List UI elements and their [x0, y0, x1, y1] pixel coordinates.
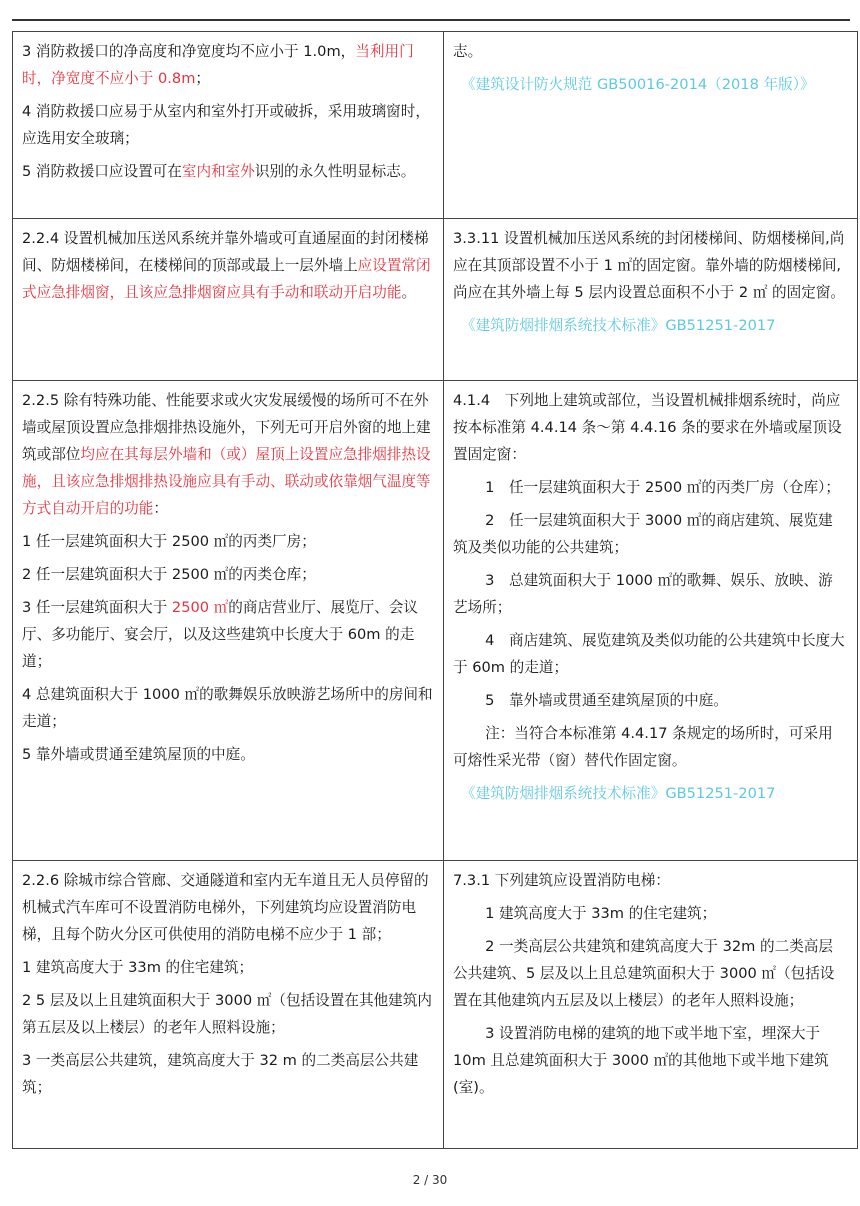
highlighted-text: 应设置常闭式应急排烟窗，且该应急排烟窗应具有手动和联动开启功能: [22, 257, 431, 301]
clause-paragraph: [22, 867, 433, 948]
clause-text: 1 建筑高度大于 33m 的住宅建筑；: [22, 959, 254, 976]
clause-paragraph: [22, 561, 433, 588]
clause-text: 4 商店建筑、展览建筑及类似功能的公共建筑中长度大于 60m 的走道；: [453, 632, 845, 676]
clause-paragraph: [453, 567, 847, 621]
clause-paragraph: [453, 720, 847, 774]
clause-paragraph: [22, 528, 433, 555]
clause-text: 5 靠外墙或贯通至建筑屋顶的中庭。: [485, 692, 728, 709]
comparison-table: [12, 31, 858, 1149]
clause-paragraph: [453, 933, 847, 1014]
citation-text: 《建筑设计防火规范 GB50016-2014（2018 年版）》: [461, 76, 815, 93]
clause-text: 5 消防救援口应设置可在: [22, 163, 182, 180]
new-code-cell: [13, 32, 444, 219]
reference-code-cell: [444, 219, 858, 381]
clause-text: 4.1.4 下列地上建筑或部位，当设置机械排烟系统时，尚应按本标准第 4.4.14 条～第 4.4.16 条的要求在外墙或屋顶设置固定窗：: [453, 392, 842, 463]
clause-text: 2 5 层及以上且建筑面积大于 3000 ㎡（包括设置在其他建筑内第五层及以上楼层）的老年人照料设施；: [22, 992, 432, 1036]
clause-paragraph: [453, 687, 847, 714]
clause-text: 2.2.5 除有特殊功能、性能要求或火灾发展缓慢的场所可不在外墙或屋顶设置应急排烟排热设施外，下列无可开启外窗的地上建筑或部位: [22, 392, 431, 463]
clause-paragraph: [22, 594, 433, 675]
highlighted-text: 室内和室外: [181, 163, 255, 180]
clause-text: 识别的永久性明显标志。: [254, 163, 416, 180]
clause-paragraph: [453, 900, 847, 927]
clause-text: 3 任一层建筑面积大于: [22, 599, 172, 616]
clause-text: 5 靠外墙或贯通至建筑屋顶的中庭。: [22, 746, 255, 763]
clause-text: 2 一类高层公共建筑和建筑高度大于 32m 的二类高层公共建筑、5 层及以上且总建筑面积大于 3000 ㎡（包括设置在其他建筑内五层及以上楼层）的老年人照料设施；: [453, 938, 835, 1009]
clause-text: 7.3.1 下列建筑应设置消防电梯：: [453, 872, 670, 889]
clause-text: 3 总建筑面积大于 1000 ㎡的歌舞、娱乐、放映、游艺场所；: [453, 572, 833, 616]
clause-text: 1 建筑高度大于 33m 的住宅建筑；: [485, 905, 717, 922]
clause-paragraph: [22, 225, 433, 306]
clause-text: 3.3.11 设置机械加压送风系统的封闭楼梯间、防烟楼梯间,尚应在其顶部设置不小于 1 ㎡的固定窗。靠外墙的防烟楼梯间,尚应在其外墙上每 5 层内设置总面积不小于 2 ㎡ 的固定窗。: [453, 230, 846, 301]
clause-text: 2 任一层建筑面积大于 3000 ㎡的商店建筑、展览建筑及类似功能的公共建筑；: [453, 512, 833, 556]
clause-paragraph: [453, 71, 847, 98]
table-row: [13, 861, 858, 1149]
header-rule: [12, 19, 850, 21]
clause-paragraph: [453, 387, 847, 468]
clause-text: 1 任一层建筑面积大于 2500 ㎡的丙类厂房（仓库）；: [485, 479, 840, 496]
clause-text: 的商店营业厅、展览厅、会议厅、多功能厅、宴会厅，以及这些建筑中长度大于 60m 的走道；: [22, 599, 419, 670]
clause-paragraph: [453, 867, 847, 894]
highlighted-text: 2500 ㎡: [171, 599, 229, 616]
clause-paragraph: [22, 98, 433, 152]
clause-text: ：: [153, 500, 168, 517]
clause-text: 2.2.4 设置机械加压送风系统并靠外墙或可直通屋面的封闭楼梯间、防烟楼梯间，在楼梯间的顶部或最上一层外墙上: [22, 230, 429, 274]
highlighted-text: 均应在其每层外墙和（或）屋顶上设置应急排烟排热设施，且该应急排烟排热设施应具有手动、联动或依靠烟气温度等方式自动开启的功能: [22, 446, 431, 517]
new-code-cell: [13, 861, 444, 1149]
clause-paragraph: [453, 627, 847, 681]
clause-paragraph: [453, 507, 847, 561]
clause-paragraph: [453, 225, 847, 306]
clause-text: 3 消防救援口的净高度和净宽度均不应小于 1.0m，: [22, 43, 356, 60]
table-row: [13, 381, 858, 861]
clause-paragraph: [22, 954, 433, 981]
clause-text: 志。: [453, 43, 483, 60]
clause-paragraph: [22, 158, 433, 185]
table-row: [13, 219, 858, 381]
reference-code-cell: [444, 32, 858, 219]
clause-paragraph: [22, 987, 433, 1041]
clause-text: 2.2.6 除城市综合管廊、交通隧道和室内无车道且无人员停留的机械式汽车库可不设置消防电梯外，下列建筑均应设置消防电梯，且每个防火分区可供使用的消防电梯不应少于 1 部；: [22, 872, 429, 943]
clause-paragraph: [22, 387, 433, 522]
clause-text: 1 任一层建筑面积大于 2500 ㎡的丙类厂房；: [22, 533, 316, 550]
page-number: 2 / 30: [412, 1173, 448, 1187]
clause-paragraph: [453, 312, 847, 339]
clause-paragraph: [22, 38, 433, 92]
clause-paragraph: [453, 474, 847, 501]
clause-text: 4 总建筑面积大于 1000 ㎡的歌舞娱乐放映游艺场所中的房间和走道；: [22, 686, 433, 730]
citation-text: 《建筑防烟排烟系统技术标准》GB51251-2017: [461, 785, 776, 802]
clause-text: 3 设置消防电梯的建筑的地下或半地下室，埋深大于 10m 且总建筑面积大于 3000 ㎡的其他地下或半地下建筑(室)。: [453, 1025, 829, 1096]
reference-code-cell: [444, 381, 858, 861]
clause-text: ；: [195, 70, 211, 87]
clause-text: 注：当符合本标准第 4.4.17 条规定的场所时，可采用可熔性采光带（窗）替代作固定窗。: [453, 725, 833, 769]
clause-paragraph: [22, 681, 433, 735]
clause-paragraph: [22, 741, 433, 768]
clause-paragraph: [22, 1047, 433, 1101]
citation-text: 《建筑防烟排烟系统技术标准》GB51251-2017: [461, 317, 776, 334]
clause-text: 2 任一层建筑面积大于 2500 ㎡的丙类仓库；: [22, 566, 316, 583]
clause-paragraph: [453, 1020, 847, 1101]
table-row: [13, 32, 858, 219]
new-code-cell: [13, 381, 444, 861]
clause-text: 4 消防救援口应易于从室内和室外打开或破拆，采用玻璃窗时，应选用安全玻璃；: [22, 103, 430, 147]
clause-text: 。: [401, 284, 417, 301]
reference-code-cell: [444, 861, 858, 1149]
clause-paragraph: [453, 38, 847, 65]
new-code-cell: [13, 219, 444, 381]
highlighted-text: 当利用门时，净宽度不应小于 0.8m: [22, 43, 414, 87]
clause-paragraph: [453, 780, 847, 807]
clause-text: 3 一类高层公共建筑，建筑高度大于 32 m 的二类高层公共建筑；: [22, 1052, 419, 1096]
